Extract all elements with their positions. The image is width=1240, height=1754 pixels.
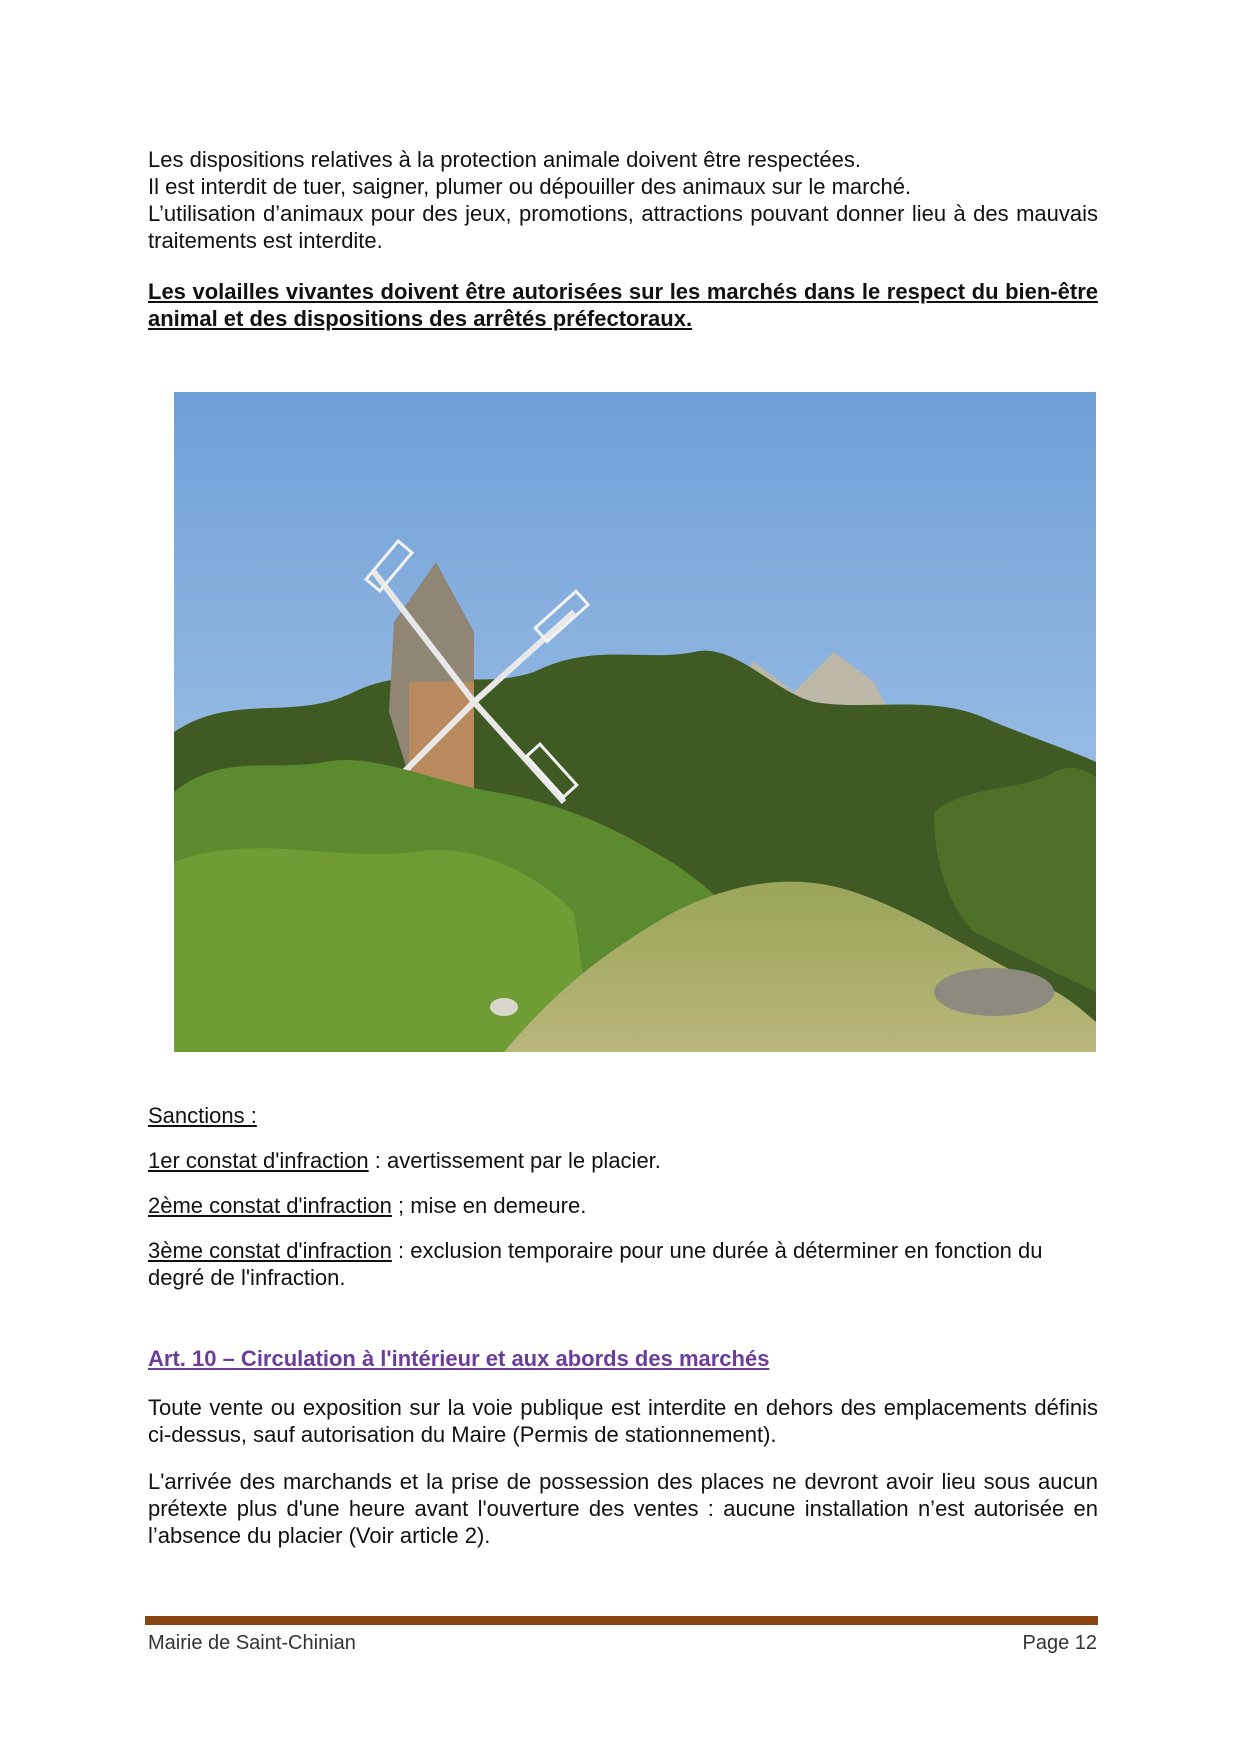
sanctions-section (148, 1102, 1098, 1129)
intro-line-3: L’utilisation d’animaux pour des jeux, promotions, attractions pouvant donner lieu à des mauvais traitements est interdite. (148, 201, 1098, 253)
sanction-item-2 (148, 1192, 1098, 1219)
sanction-label-3: 3ème constat d'infraction (148, 1238, 392, 1263)
footer-rule (145, 1616, 1098, 1625)
footer-page-number: Page 12 (1022, 1632, 1097, 1654)
sanction-item-3 (148, 1237, 1088, 1291)
intro-paragraph (148, 146, 1098, 254)
sanction-text-3: : exclusion temporaire pour une durée à déterminer en fonction du degré de l'infraction. (148, 1238, 1043, 1290)
footer-organization: Mairie de Saint-Chinian (148, 1632, 356, 1654)
sanctions-title: Sanctions : (148, 1103, 257, 1128)
sanction-text-1: : avertissement par le placier. (368, 1148, 661, 1173)
sanction-label-1: 1er constat d'infraction (148, 1148, 369, 1173)
article-10-heading: Art. 10 – Circulation à l'intérieur et aux abords des marchés (148, 1346, 770, 1371)
sanction-item-1 (148, 1147, 1098, 1174)
article-paragraph-2: L'arrivée des marchands et la prise de possession des places ne devront avoir lieu sous aucun prétexte plus d'une heure avant l'ouverture des ventes : aucune installation n’est autorisée en l’absence du placier (Voir article 2). (148, 1469, 1098, 1548)
windmill-photo (174, 392, 1096, 1052)
poultry-notice: Les volailles vivantes doivent être autorisées sur les marchés dans le respect du bien-être animal et des dispositions des arrêtés préfectoraux. (148, 279, 1098, 331)
intro-line-2: Il est interdit de tuer, saigner, plumer ou dépouiller des animaux sur le marché. (148, 174, 912, 199)
sanction-text-2: ; mise en demeure. (391, 1193, 587, 1218)
intro-line-1: Les dispositions relatives à la protection animale doivent être respectées. (148, 147, 861, 172)
article-paragraph-1: Toute vente ou exposition sur la voie publique est interdite en dehors des emplacements définis ci-dessus, sauf autorisation du Maire (Permis de stationnement). (148, 1395, 1098, 1447)
sanction-label-2: 2ème constat d'infraction (148, 1193, 392, 1218)
